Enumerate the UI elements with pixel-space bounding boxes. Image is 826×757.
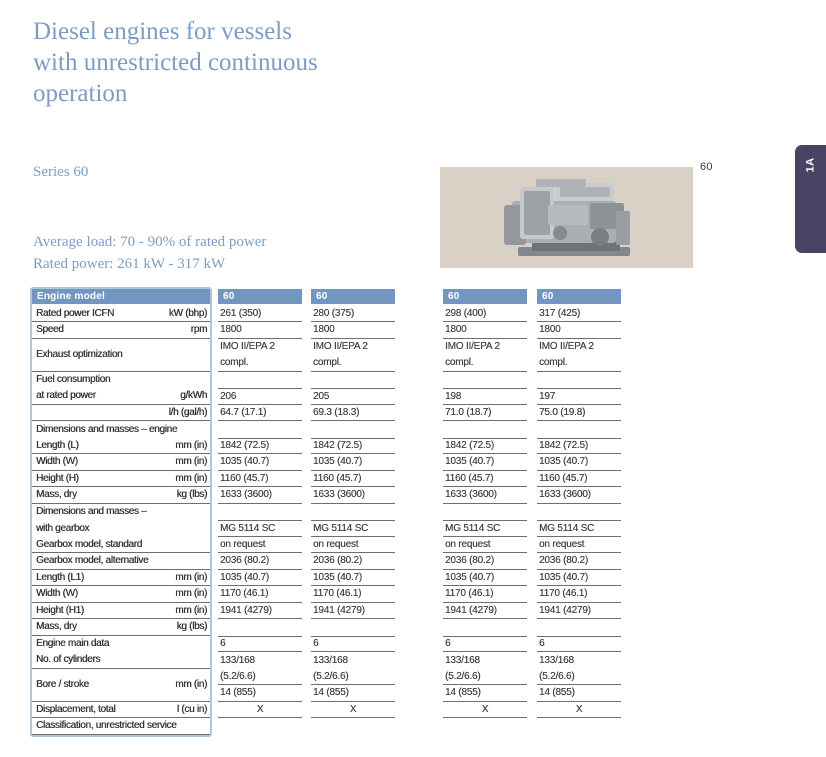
column-header: 60 — [537, 289, 621, 304]
spec-value-cell: 6 — [311, 636, 395, 653]
value-line: compl. — [445, 357, 474, 368]
spec-value-cell — [218, 339, 302, 372]
label-line — [36, 504, 207, 521]
spec-value-cell: 6 — [537, 636, 621, 653]
spec-value-cell: 298 (400) — [443, 306, 527, 323]
label-line — [36, 718, 207, 734]
spec-row-label — [32, 339, 210, 372]
spec-value-cell: 69.3 (18.3) — [311, 405, 395, 422]
spec-value-cell: 1800 — [537, 322, 621, 339]
spec-row-label — [32, 586, 210, 603]
spec-value-cell: 14 (855) — [218, 685, 302, 702]
spec-row-label — [32, 454, 210, 471]
engine-image-caption: 60 — [700, 161, 713, 173]
spec-value-cell: 197 — [537, 388, 621, 405]
side-tab-label: 1A — [804, 157, 817, 173]
spec-value-cell: X — [443, 702, 527, 719]
row-unit: kW (bhp) — [168, 307, 207, 319]
value-line: 133/168 — [220, 654, 255, 666]
spec-value-cell — [537, 619, 621, 636]
value-line: 133/168 — [539, 654, 574, 666]
label-line — [36, 537, 207, 553]
spec-value-cell — [443, 652, 527, 685]
spec-value-cell: MG 5114 SC — [443, 520, 527, 537]
spec-row-label — [32, 718, 210, 735]
spec-value-cell: 280 (375) — [311, 306, 395, 323]
spec-value-cell: MG 5114 SC — [311, 520, 395, 537]
row-unit: mm (in) — [175, 679, 207, 690]
label-line — [36, 603, 207, 619]
spec-value-cell — [218, 421, 302, 438]
spec-value-cell: 14 (855) — [311, 685, 395, 702]
spec-value-cell: on request — [443, 537, 527, 554]
spec-row-label — [32, 487, 210, 504]
spec-value-cell — [443, 339, 527, 372]
spec-value-cell: X — [311, 702, 395, 719]
spec-value-cell: 1842 (72.5) — [311, 438, 395, 455]
row-label: Mass, dry — [36, 621, 77, 633]
spec-value-cell — [537, 372, 621, 389]
spec-row-label — [32, 504, 210, 537]
row-unit: kg (lbs) — [176, 621, 207, 633]
row-unit: mm (in) — [175, 571, 207, 583]
row-label: Rated power ICFN — [36, 307, 115, 319]
label-line — [36, 553, 207, 569]
spec-value-cell — [218, 652, 302, 685]
row-unit: mm (in) — [175, 604, 207, 616]
page-title-line-3: operation — [33, 80, 128, 107]
spec-row-label — [32, 636, 210, 653]
row-unit: l/h (gal/h) — [168, 406, 207, 418]
spec-value-cell: 2036 (80.2) — [218, 553, 302, 570]
spec-value-cell: 1633 (3600) — [443, 487, 527, 504]
value-line: (5.2/6.6) — [313, 670, 349, 682]
spec-label-column — [30, 287, 212, 737]
row-label: Dimensions and masses – — [36, 506, 147, 518]
spec-value-cell: 1035 (40.7) — [443, 570, 527, 587]
spec-value-cell: 1160 (45.7) — [311, 471, 395, 488]
value-line: compl. — [313, 357, 342, 368]
spec-value-cell: 1941 (4279) — [218, 603, 302, 620]
row-label: Speed — [36, 324, 64, 336]
spec-value-cell: 1842 (72.5) — [537, 438, 621, 455]
value-line: IMO II/EPA 2 — [220, 341, 275, 352]
spec-value-cell: 261 (350) — [218, 306, 302, 323]
row-label: Mass, dry — [36, 489, 77, 501]
spec-value-cell: 64.7 (17.1) — [218, 405, 302, 422]
row-label: Length (L) — [36, 439, 79, 451]
spec-value-cell: on request — [311, 537, 395, 554]
row-label: Gearbox model, standard — [36, 538, 142, 550]
spec-value-cell — [311, 339, 395, 372]
label-line — [36, 702, 207, 718]
value-line: IMO II/EPA 2 — [313, 341, 368, 352]
label-line — [36, 421, 207, 438]
label-line — [36, 339, 207, 371]
spec-value-cell: 1842 (72.5) — [218, 438, 302, 455]
spec-value-cell: 1170 (46.1) — [311, 586, 395, 603]
spec-value-cell: 205 — [311, 388, 395, 405]
row-unit: kg (lbs) — [176, 489, 207, 501]
spec-row-label — [32, 471, 210, 488]
row-label: Length (L1) — [36, 571, 84, 583]
spec-value-cell — [537, 421, 621, 438]
spec-row-label — [32, 438, 210, 455]
spec-value-cell: X — [537, 702, 621, 719]
spec-value-cell: 1035 (40.7) — [537, 454, 621, 471]
spec-value-cell: MG 5114 SC — [537, 520, 621, 537]
row-label: Engine main data — [36, 638, 110, 650]
row-label: Height (H1) — [36, 604, 84, 616]
label-line — [36, 306, 207, 322]
spec-value-cell: 1800 — [443, 322, 527, 339]
page-title-line-2: with unrestricted continuous — [33, 49, 318, 76]
spec-value-cell: 1035 (40.7) — [218, 454, 302, 471]
row-label: Classification, unrestricted service — [36, 720, 177, 732]
row-unit: g/kWh — [180, 390, 207, 402]
row-label: No. of cylinders — [36, 654, 101, 666]
row-unit: mm (in) — [175, 588, 207, 600]
value-line: IMO II/EPA 2 — [539, 341, 594, 352]
label-line — [36, 388, 207, 404]
spec-value-cell: 1160 (45.7) — [537, 471, 621, 488]
row-unit: mm (in) — [175, 456, 207, 468]
spec-value-cell — [311, 372, 395, 389]
spec-row-label — [32, 421, 210, 438]
engine-illustration — [440, 167, 693, 268]
label-line — [36, 669, 207, 701]
label-line — [36, 405, 207, 421]
spec-row-label — [32, 553, 210, 570]
column-header: 60 — [443, 289, 527, 304]
spec-value-cell: 1170 (46.1) — [443, 586, 527, 603]
spec-value-cell — [537, 504, 621, 521]
label-line — [36, 570, 207, 586]
spec-row-label — [32, 537, 210, 554]
spec-row-label — [32, 619, 210, 636]
label-line — [36, 322, 207, 338]
spec-value-cell: 1170 (46.1) — [537, 586, 621, 603]
spec-row-label — [32, 702, 210, 719]
label-line — [36, 619, 207, 635]
spec-value-cell — [311, 652, 395, 685]
label-line — [36, 636, 207, 653]
spec-value-cell — [218, 372, 302, 389]
spec-value-cell: 1941 (4279) — [443, 603, 527, 620]
value-line: (5.2/6.6) — [220, 670, 256, 682]
engine-image — [440, 167, 693, 268]
spec-value-cell: 1035 (40.7) — [311, 454, 395, 471]
label-line — [36, 372, 207, 389]
spec-value-cell: 198 — [443, 388, 527, 405]
value-line: compl. — [539, 357, 568, 368]
spec-row-label — [32, 405, 210, 422]
spec-value-cell: 206 — [218, 388, 302, 405]
page-title-line-1: Diesel engines for vessels — [33, 18, 292, 45]
spec-value-cell: 1035 (40.7) — [218, 570, 302, 587]
spec-row-label — [32, 322, 210, 339]
row-unit: rpm — [190, 324, 207, 336]
spec-value-cell: 1633 (3600) — [218, 487, 302, 504]
row-label: Exhaust optimization — [36, 349, 123, 360]
spec-row-label — [32, 652, 210, 669]
spec-value-cell: 1800 — [218, 322, 302, 339]
page-title — [33, 16, 318, 109]
row-unit: mm (in) — [175, 472, 207, 484]
spec-value-cell: 1035 (40.7) — [311, 570, 395, 587]
spec-value-cell — [443, 372, 527, 389]
label-line — [36, 487, 207, 503]
spec-value-cell: 317 (425) — [537, 306, 621, 323]
spec-value-cell — [537, 652, 621, 685]
spec-value-cell: MG 5114 SC — [218, 520, 302, 537]
spec-row-label — [32, 669, 210, 702]
spec-value-cell — [443, 421, 527, 438]
spec-data-column-3 — [443, 289, 527, 718]
value-line: compl. — [220, 357, 249, 368]
row-label: Dimensions and masses – engine — [36, 423, 178, 435]
value-line: 133/168 — [313, 654, 348, 666]
column-header: 60 — [311, 289, 395, 304]
spec-value-cell — [443, 504, 527, 521]
spec-value-cell: 1941 (4279) — [537, 603, 621, 620]
spec-value-cell: 2036 (80.2) — [311, 553, 395, 570]
engine-model-header: Engine model — [32, 289, 210, 304]
series-label: Series 60 — [33, 164, 89, 180]
row-label: Gearbox model, alternative — [36, 555, 149, 567]
power-summary — [33, 231, 266, 275]
spec-value-cell: 1633 (3600) — [537, 487, 621, 504]
spec-value-cell — [218, 504, 302, 521]
spec-value-cell — [218, 619, 302, 636]
label-line — [36, 520, 207, 537]
spec-value-cell: 6 — [443, 636, 527, 653]
spec-value-cell: 2036 (80.2) — [537, 553, 621, 570]
spec-value-cell: 1160 (45.7) — [218, 471, 302, 488]
row-label: Width (W) — [36, 456, 78, 468]
value-line: (5.2/6.6) — [539, 670, 575, 682]
row-label: Displacement, total — [36, 703, 116, 715]
label-line — [36, 586, 207, 602]
side-tab — [795, 145, 826, 253]
spec-value-cell — [311, 504, 395, 521]
spec-row-label — [32, 570, 210, 587]
spec-row-label — [32, 306, 210, 323]
value-line: 133/168 — [445, 654, 480, 666]
spec-data-column-4 — [537, 289, 621, 718]
label-line — [36, 454, 207, 470]
label-line — [36, 438, 207, 454]
spec-value-cell: 1160 (45.7) — [443, 471, 527, 488]
spec-value-cell: 1035 (40.7) — [443, 454, 527, 471]
row-unit: mm (in) — [175, 439, 207, 451]
rated-power-line: Rated power: 261 kW - 317 kW — [33, 256, 226, 272]
row-label: Fuel consumption — [36, 374, 111, 386]
average-load-line: Average load: 70 - 90% of rated power — [33, 234, 267, 250]
spec-value-cell: 14 (855) — [537, 685, 621, 702]
label-line — [36, 471, 207, 487]
spec-value-cell: on request — [537, 537, 621, 554]
row-label: Height (H) — [36, 472, 79, 484]
spec-value-cell: 1800 — [311, 322, 395, 339]
spec-value-cell: 2036 (80.2) — [443, 553, 527, 570]
spec-value-cell: 75.0 (19.8) — [537, 405, 621, 422]
row-unit: l (cu in) — [176, 703, 207, 715]
row-label: Bore / stroke — [36, 679, 89, 690]
spec-value-cell: on request — [218, 537, 302, 554]
spec-value-cell: X — [218, 702, 302, 719]
spec-value-cell — [537, 339, 621, 372]
value-line: IMO II/EPA 2 — [445, 341, 500, 352]
column-header: 60 — [218, 289, 302, 304]
row-label: Width (W) — [36, 588, 78, 600]
spec-value-cell: 1633 (3600) — [311, 487, 395, 504]
spec-data-column-1 — [218, 289, 302, 718]
spec-value-cell: 14 (855) — [443, 685, 527, 702]
spec-data-column-2 — [311, 289, 395, 718]
spec-value-cell: 1170 (46.1) — [218, 586, 302, 603]
spec-row-label — [32, 603, 210, 620]
row-label: at rated power — [36, 390, 96, 402]
spec-value-cell — [311, 421, 395, 438]
spec-value-cell: 6 — [218, 636, 302, 653]
spec-row-label — [32, 372, 210, 389]
spec-value-cell — [443, 619, 527, 636]
spec-value-cell — [311, 619, 395, 636]
spec-value-cell: 71.0 (18.7) — [443, 405, 527, 422]
spec-row-label — [32, 388, 210, 405]
spec-value-cell: 1035 (40.7) — [537, 570, 621, 587]
label-line — [36, 652, 207, 668]
row-label: with gearbox — [36, 522, 90, 534]
value-line: (5.2/6.6) — [445, 670, 481, 682]
spec-value-cell: 1941 (4279) — [311, 603, 395, 620]
spec-value-cell: 1842 (72.5) — [443, 438, 527, 455]
